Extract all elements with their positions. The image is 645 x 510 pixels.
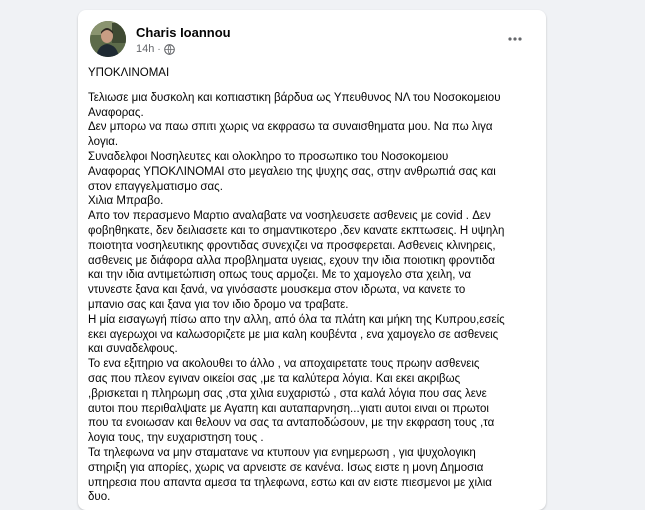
avatar[interactable] xyxy=(90,21,126,57)
post-card xyxy=(78,10,546,510)
ellipsis-icon xyxy=(508,37,522,41)
post-meta xyxy=(136,43,175,55)
post-title: ΥΠΟΚΛΙΝΟΜΑΙ xyxy=(88,67,170,79)
post-body xyxy=(88,66,540,505)
post-paragraph: Τελιωσε μια δυσκολη και κοπιαστικη βάρδυα ως Υπευθυνος ΝΛ του Νοσοκομειου Αναφορας. Δεν μπορω να παω σπιτι χωρις να εκφρασω τα συναισθηματα μου. Να πω λιγα λογια. Συναδελφοι Νοσηλευτες και ολοκληρο το προσωπικο του Νοσοκομειου Αναφορας ΥΠΟΚΛΙΝΟΜΑΙ στο μεγαλειο της ψυχης σας, στην ανθρωπιά σας και στον επαγγελματισμο σας. Χιλια Μπραβο. Απο τον περασμενο Μαρτιο αναλαβατε να νοσηλευσετε ασθενεις με covid . Δεν φοβηθηκατε, δεν δειλιασετε και το σημαντικοτερο ,δεν κανατε εκπτωσεις. Η υψηλη ποιοτητα νοσηλευτικης φροντιδας συνεχιζει να προσφερεται. Ασθενεις κλινηρεις, ασθενεις με διάφορα αλλα προβληματα υγειας, εχουν την ιδια ποιοτικη φροντιδα και την ιδια αντιμετώπιση οπως τους αρμοζει. Με το χαμογελο στα χειλη, να ντυνεστε ξανα και ξανά, να γινόσαστε μουσκεμα στον ιδρωτα, να κανετε το μπανιο σας και ξανα για τον ιδιο δρομο να τραβατε. Η μία εισαγωγή πίσω απο την αλλη, από όλα τα πλάτη και μήκη της Κυπρου,εσείς εκει αγερωχοι να καλωσοριζετε με μια καλη κουβέντα , ενα χαμογελο σε ασθενεις και συναδελφους. Το ενα εξιτηριο να ακολουθει το άλλο , να αποχαιρετατε τους πρωην ασθενεις σας που πλεον εγιναν οικείοι σας ,με τα καλύτερα λόγια. Και εκει ακριβως ,βρισκεται η πληρωμη σας ,στα χιλια ευχαριστώ , στα καλά λόγια που σας λενε αυτοι που περιθαλψατε με Αγαπη και αυταπαρνηση...γιατι αυτοι ειναι οι πρωτοι που τα ενοιωσαν και θελουν να σας τα ανταποδώσουν, με την εκφραση τους ,τα λογια τους, την ευχαριστηση τους . Τα τηλεφωνα να μην σταματανε να κτυπουν για ενημερωση , για ψυχολογικη στηριξη για απορίες, χωρις να αρνειστε σε κανένα. Ισως ειστε η μονη Δημοσια υπηρεσια που απαντα αμεσα τα τηλεφωνα, εστω και αν ειστε πιεσμενοι με χιλια δυο. xyxy=(88,91,505,504)
post-time[interactable]: 14h xyxy=(136,43,155,55)
more-options-button[interactable] xyxy=(504,29,526,49)
meta-separator: · xyxy=(157,43,161,55)
globe-icon xyxy=(164,44,175,55)
post-header xyxy=(90,21,530,61)
author-name[interactable]: Charis Ioannou xyxy=(136,25,231,40)
